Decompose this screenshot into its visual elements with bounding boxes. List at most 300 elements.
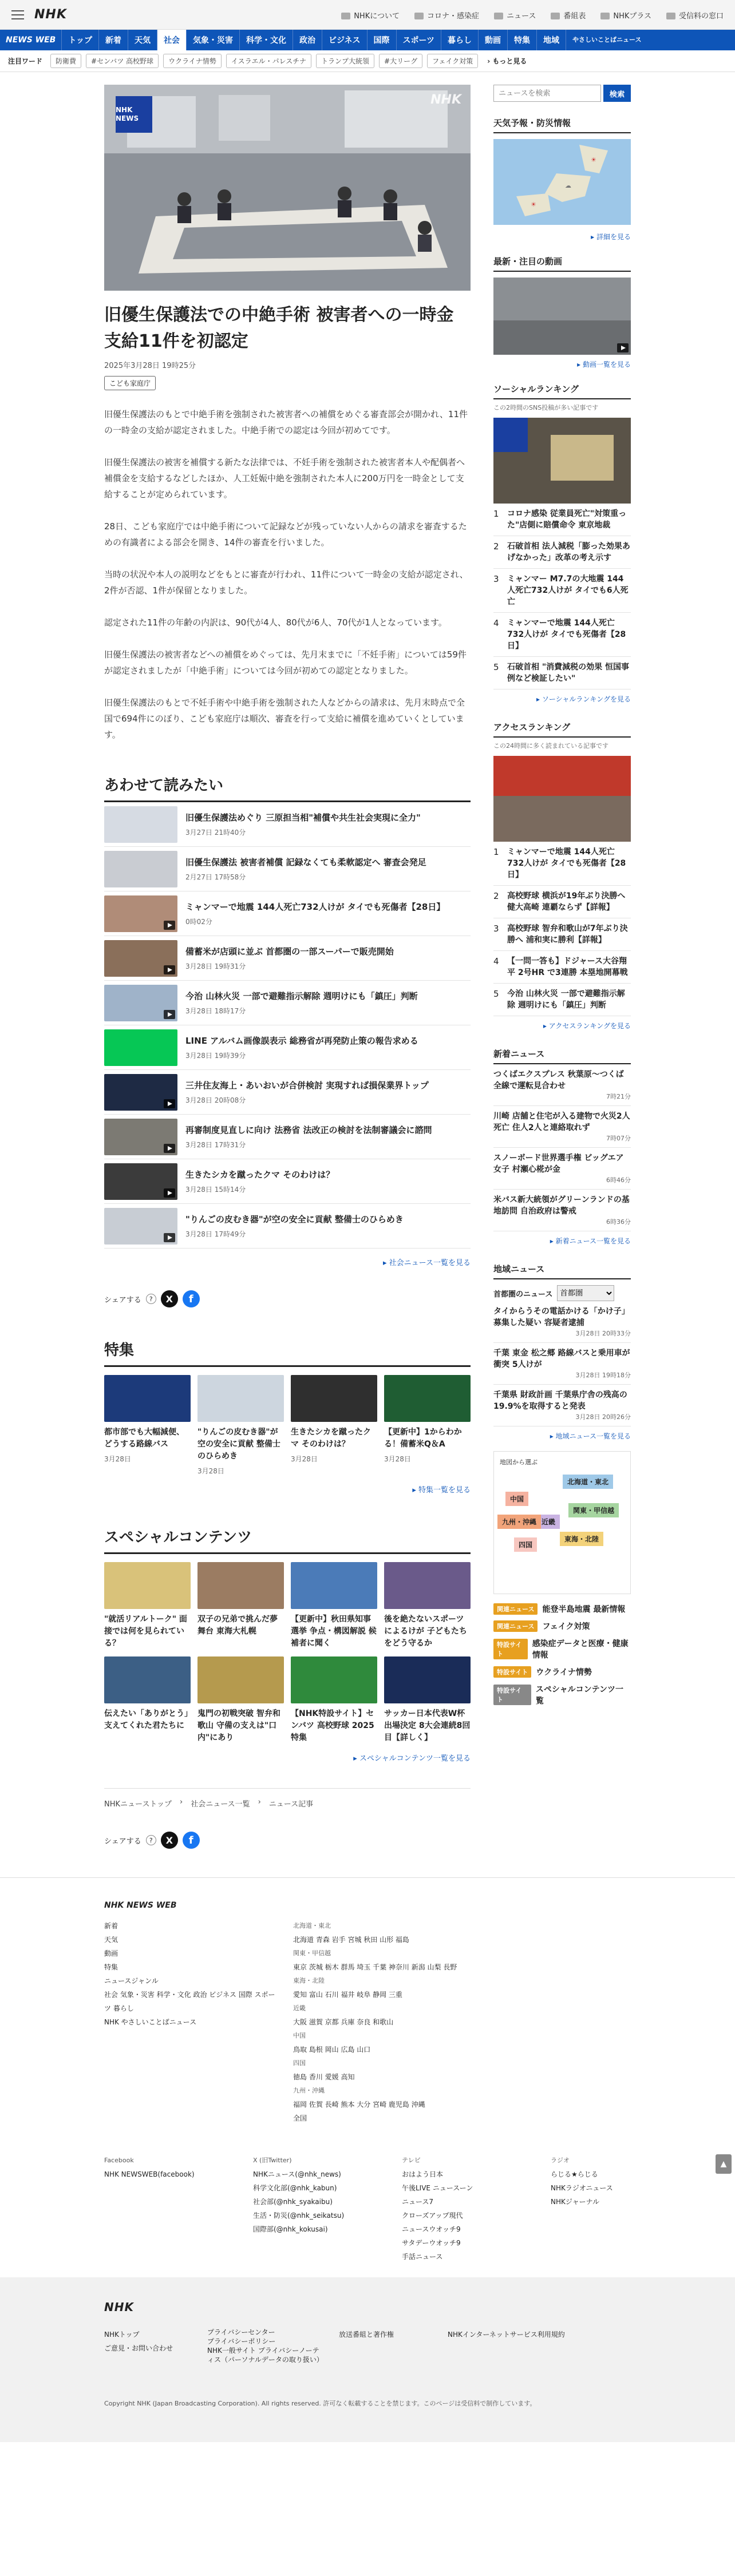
- footer-bottom-link[interactable]: NHK一般サイト プライバシーノーティス（パーソナルデータの取り扱い）: [207, 2347, 323, 2364]
- x-share-icon[interactable]: X: [161, 1832, 178, 1849]
- feature-image: [384, 1375, 471, 1422]
- trending-word[interactable]: イスラエル・パレスチナ: [226, 54, 311, 68]
- meeting-room-photo: [104, 85, 471, 291]
- footer-area-links[interactable]: 大阪 滋賀 京都 兵庫 奈良 和歌山: [293, 2018, 394, 2026]
- region-hokkaido-tohoku[interactable]: 北海道・東北: [563, 1475, 613, 1489]
- nav-science[interactable]: 科学・文化: [239, 30, 293, 50]
- special-link[interactable]: [493, 1683, 631, 1706]
- footer-social-heading: ラジオ: [551, 2157, 570, 2164]
- footer-bottom-link[interactable]: プライバシーポリシー: [207, 2337, 276, 2345]
- virus-icon: [414, 13, 424, 19]
- footer-social-link[interactable]: 科学文化部(@nhk_kabun): [253, 2184, 337, 2192]
- access-ranking-sub: この24時間に多く読まれている記事です: [493, 742, 608, 750]
- access-ranking-image[interactable]: [493, 756, 631, 842]
- article-hero-image: [104, 85, 471, 291]
- feature-title: 【更新中】1からわかる！備蓄米Q＆A: [384, 1428, 462, 1449]
- weather-more-link[interactable]: ▸ 詳細を見る: [591, 233, 631, 241]
- footer-social-link[interactable]: 社会部(@nhk_syakaibu): [253, 2198, 333, 2206]
- share-row: [104, 1290, 471, 1307]
- header-link-about[interactable]: NHKについて: [341, 10, 400, 21]
- special-card[interactable]: [104, 1656, 191, 1744]
- video-more-link[interactable]: ▸ 動画一覧を見る: [577, 360, 631, 368]
- social-rank-item[interactable]: [493, 536, 631, 569]
- footer-social-link[interactable]: 国際部(@nhk_kokusai): [253, 2225, 328, 2233]
- related-thumbnail: [104, 895, 177, 932]
- rank-number: 1: [493, 847, 499, 857]
- related-title: "りんごの皮むき器"が空の安全に貢献 整備士のひらめき: [185, 1214, 404, 1224]
- video-thumbnail[interactable]: [493, 278, 631, 355]
- special-link-label: 特設サイト: [493, 1685, 531, 1705]
- header-links: [341, 0, 724, 30]
- footer-area-heading: 四国: [293, 2059, 306, 2067]
- article-body: [104, 406, 471, 743]
- share-row-bottom: [104, 1832, 471, 1849]
- search-input[interactable]: [493, 85, 601, 102]
- feature-card[interactable]: [291, 1375, 377, 1476]
- newest-title: スノーボード世界選手権 ビッグエア女子 村瀬心椛が金: [493, 1154, 624, 1174]
- related-title: 生きたシカを蹴ったクマ そのわけは？: [185, 1170, 335, 1180]
- footer-area-heading: 関東・甲信越: [293, 1949, 331, 1957]
- special-title: 双子の兄弟で挑んだ夢舞台 東海大札幌: [197, 1615, 278, 1636]
- footer-link[interactable]: 新着: [104, 1922, 118, 1930]
- region-chugoku[interactable]: 中国: [505, 1492, 528, 1506]
- special-link[interactable]: [493, 1638, 631, 1660]
- society-news-more-link[interactable]: ▸ 社会ニュース一覧を見る: [382, 1259, 471, 1267]
- region-label: 首都圏のニュース: [493, 1290, 553, 1299]
- courthouse-sign: [551, 435, 614, 481]
- feature-heading: 特集: [104, 1338, 471, 1367]
- special-card[interactable]: [104, 1562, 191, 1650]
- special-more-label: スペシャルコンテンツ一覧を見る: [359, 1754, 471, 1763]
- related-title: LINE アルバム画像誤表示 総務省が再発防止策の報告求める: [185, 1036, 418, 1046]
- social-ranking-sub: この2時間のSNS投稿が多い記事です: [493, 404, 599, 411]
- access-ranking-heading: アクセスランキング: [493, 721, 631, 738]
- special-title: サッカー日本代表W杯出場決定 8大会連続8回目【詳しく】: [384, 1709, 471, 1742]
- share-label: シェアする: [104, 1837, 141, 1846]
- feature-title: 都市部でも大幅減便、どうする路線バス: [104, 1428, 184, 1449]
- special-link-title: 能登半島地震 最新情報: [542, 1605, 626, 1614]
- region-item[interactable]: [493, 1343, 631, 1385]
- related-date: 2月27日 17時58分: [185, 873, 246, 881]
- region-kyushu[interactable]: 九州・沖縄: [497, 1515, 541, 1529]
- footer-area-links[interactable]: 鳥取 島根 岡山 広島 山口: [293, 2046, 371, 2054]
- rank-title: ミャンマーで地震 144人死亡732人けが タイでも死傷者【28日】: [507, 847, 626, 879]
- play-icon: [164, 965, 175, 974]
- nav-top[interactable]: トップ: [61, 30, 98, 50]
- rank-title: 高校野球 横浜が19年ぶり決勝へ 健大高崎 連覇ならず【詳報】: [507, 891, 626, 912]
- social-rank-item[interactable]: [493, 657, 631, 689]
- related-title: 旧優生保護法めぐり 三原担当相"補償や共生社会実現に全力": [185, 813, 421, 823]
- footer-social-link[interactable]: ニュースウオッチ9: [402, 2225, 461, 2233]
- main-nav: [0, 30, 735, 50]
- related-item[interactable]: [104, 936, 471, 981]
- rank-number: 2: [493, 891, 499, 901]
- article-title: 旧優生保護法での中絶手術 被害者への一時金支給11件を初認定: [104, 305, 454, 351]
- footer-social-link[interactable]: NHKラジオニュース: [551, 2184, 613, 2192]
- related-item[interactable]: [104, 1115, 471, 1159]
- footer-social-link[interactable]: NHKニュース(@nhk_news): [253, 2170, 341, 2178]
- related-thumbnail: [104, 1208, 177, 1245]
- play-icon: [164, 1188, 175, 1198]
- social-ranking-image[interactable]: [493, 418, 631, 504]
- special-image: [197, 1656, 284, 1703]
- newest-item[interactable]: [493, 1148, 631, 1190]
- header-link-news[interactable]: ニュース: [494, 10, 536, 21]
- feature-card[interactable]: [384, 1375, 471, 1476]
- footer-nav: [104, 1919, 276, 2125]
- article-date: 2025年3月28日 19時25分: [104, 362, 196, 370]
- special-more-link[interactable]: ▸ スペシャルコンテンツ一覧を見る: [353, 1754, 471, 1763]
- trending-word[interactable]: ウクライナ情勢: [163, 54, 222, 68]
- society-news-more-label: 社会ニュース一覧を見る: [389, 1259, 471, 1267]
- footer-link[interactable]: NHK やさしいことばニュース: [104, 2018, 197, 2026]
- footer-genre-heading: ニュースジャンル: [104, 1977, 159, 1985]
- related-title: 今治 山林火災 一部で避難指示解除 週明けにも「鎮圧」判断: [185, 991, 418, 1001]
- newest-title: つくばエクスプレス 秋葉原～つくば 全線で運転見合わせ: [493, 1070, 624, 1091]
- special-link-label: 特設サイト: [493, 1639, 528, 1659]
- related-thumbnail: [104, 985, 177, 1021]
- footer-bottom-link[interactable]: NHKトップ: [104, 2331, 140, 2339]
- rank-number: 4: [493, 618, 499, 628]
- region-kanto[interactable]: 関東・甲信越: [568, 1503, 619, 1517]
- footer-area-links[interactable]: 全国: [293, 2114, 307, 2122]
- special-image: [104, 1562, 191, 1609]
- rank-number: 2: [493, 541, 499, 552]
- newest-time: 6時36分: [606, 1218, 631, 1226]
- nav-politics[interactable]: 政治: [293, 30, 322, 50]
- nav-international[interactable]: 国際: [367, 30, 396, 50]
- article-main: [104, 85, 471, 1849]
- related-thumbnail: [104, 851, 177, 887]
- special-card[interactable]: [291, 1656, 377, 1744]
- breadcrumb-item[interactable]: 社会ニュース一覧: [191, 1800, 250, 1809]
- feature-date: 3月28日: [291, 1455, 318, 1463]
- footer-social-link[interactable]: おはよう日本: [402, 2170, 444, 2178]
- copyright: Copyright NHK (Japan Broadcasting Corporation). All rights reserved. 許可なく転載することを禁じます。このページは受信料で制作しています。: [104, 2400, 536, 2407]
- related-item[interactable]: [104, 981, 471, 1025]
- newest-item[interactable]: [493, 1064, 631, 1106]
- special-title: "就活リアルトーク" 面接では何を見られている？: [104, 1615, 187, 1648]
- newest-more-link[interactable]: ▸ 新着ニュース一覧を見る: [550, 1237, 631, 1245]
- footer-social-link[interactable]: 手話ニュース: [402, 2253, 443, 2261]
- related-item[interactable]: [104, 1070, 471, 1115]
- related-item[interactable]: [104, 1159, 471, 1204]
- access-ranking-more-label: アクセスランキングを見る: [548, 1022, 631, 1030]
- footer-social-link[interactable]: 午後LIVE ニュースーン: [402, 2184, 473, 2192]
- footer-social-heading: Facebook: [104, 2157, 134, 2164]
- special-heading: スペシャルコンテンツ: [104, 1525, 471, 1554]
- feature-more-link[interactable]: ▸ 特集一覧を見る: [412, 1486, 471, 1495]
- footer: [0, 1877, 735, 2442]
- related-item[interactable]: [104, 1204, 471, 1249]
- region-map-label: 地図から選ぶ: [500, 1459, 538, 1466]
- rank-number: 4: [493, 956, 499, 966]
- social-rank-item[interactable]: [493, 613, 631, 657]
- newest-item[interactable]: [493, 1106, 631, 1148]
- nav-feature[interactable]: 特集: [507, 30, 536, 50]
- region-time: 3月28日 19時18分: [575, 1372, 631, 1379]
- special-title: 伝えたい「ありがとう」支えてくれた君たちに: [104, 1709, 188, 1730]
- footer-bottom-link[interactable]: プライバシーセンター: [207, 2328, 275, 2336]
- region-time: 3月28日 20時26分: [575, 1413, 631, 1421]
- weather-heading: 天気予報・防災情報: [493, 117, 631, 133]
- region-select[interactable]: [557, 1285, 614, 1301]
- breadcrumb-current: ニュース記事: [268, 1800, 314, 1809]
- footer-social-link[interactable]: クローズアップ現代: [402, 2212, 463, 2220]
- region-tokai[interactable]: 東海・北陸: [560, 1532, 603, 1546]
- header-link-schedule[interactable]: 番組表: [551, 10, 586, 21]
- footer-social-link[interactable]: ニュース7: [402, 2198, 434, 2206]
- special-link-label: 特設サイト: [493, 1666, 531, 1678]
- footer-area-links[interactable]: 北海道 青森 岩手 宮城 秋田 山形 福島: [293, 1936, 409, 1944]
- newest-title: 米バス新大統領がグリーンランドの基地訪問 自治政府は警戒: [493, 1195, 630, 1216]
- footer-areas: [293, 1919, 457, 2125]
- breadcrumb-separator: ›: [180, 1798, 183, 1806]
- related-title: 備蓄米が店頭に並ぶ 首都圏の一部スーパーで販売開始: [185, 946, 394, 957]
- svg-text:☀: ☀: [531, 201, 536, 208]
- help-icon[interactable]: ?: [146, 1835, 156, 1845]
- region-selector-row: [493, 1285, 631, 1301]
- footer-area-links[interactable]: 愛知 富山 石川 福井 岐阜 静岡 三重: [293, 1991, 402, 1999]
- related-thumbnail: [104, 1074, 177, 1111]
- access-rank-item[interactable]: [493, 886, 631, 918]
- header-link-fee[interactable]: 受信料の窓口: [666, 10, 724, 21]
- play-icon: [164, 1010, 175, 1019]
- footer-genre-links[interactable]: 社会 気象・災害 科学・文化 政治 ビジネス 国際 スポーツ 暮らし: [104, 1991, 275, 2012]
- footer-link[interactable]: 特集: [104, 1963, 118, 1971]
- header-link-plus[interactable]: NHKプラス: [600, 10, 651, 21]
- rank-title: 石破首相 法人減税「膨った効果あげなかった」改革の考え示す: [507, 542, 630, 562]
- region-more-link[interactable]: ▸ 地域ニュース一覧を見る: [550, 1432, 631, 1440]
- feature-more-label: 特集一覧を見る: [418, 1486, 471, 1495]
- special-title: 【更新中】秋田県知事選挙 争点・構図解説 候補者に聞く: [291, 1615, 377, 1648]
- article-tag[interactable]: こども家庭庁: [104, 376, 156, 390]
- trending-word[interactable]: フェイク対策: [427, 54, 478, 68]
- play-icon: [164, 1144, 175, 1153]
- nav-sports[interactable]: スポーツ: [396, 30, 441, 50]
- earthquake-scene: [493, 796, 631, 842]
- footer-bottom-link[interactable]: ご意見・お問い合わせ: [104, 2344, 173, 2352]
- video-scene: [493, 320, 631, 355]
- footer-area-links[interactable]: 徳島 香川 愛媛 高知: [293, 2073, 355, 2081]
- rank-number: 1: [493, 509, 499, 519]
- article-paragraph: 旧優生保護法の被害者などへの補償をめぐっては、先月末までに「不妊手術」については59件が認定されましたが「中絶手術」については今回が初めての認定となりました。: [104, 649, 467, 676]
- footer-social-heading: テレビ: [402, 2157, 421, 2164]
- region-title: 千葉 東金 松之郷 路線バスと乗用車が衝突 5人けが: [493, 1349, 630, 1369]
- tv-icon: [551, 13, 560, 19]
- feature-grid: [104, 1375, 471, 1476]
- trending-word[interactable]: #センバツ 高校野球: [86, 54, 159, 68]
- footer-social-link[interactable]: 生活・防災(@nhk_seikatsu): [253, 2212, 345, 2220]
- trending-more-label: もっと見る: [492, 57, 527, 65]
- newest-time: 6時46分: [606, 1176, 631, 1184]
- related-list: [104, 802, 471, 1249]
- top-header: [0, 0, 735, 30]
- special-link[interactable]: [493, 1666, 631, 1678]
- special-title: 【NHK特設サイト】センバツ 高校野球 2025 特集: [291, 1709, 374, 1742]
- article-paragraph: 当時の状況や本人の説明などをもとに審査が行われ、11件について一時金の支給が認定され、2件が否認、1件が保留となりました。: [104, 569, 468, 596]
- rank-title: 【一問一答も】ドジャース大谷翔平 2号HR で3連勝 本塁地開幕戦: [507, 957, 628, 977]
- newest-time: 7時21分: [606, 1093, 631, 1100]
- footer-area-heading: 東海・北陸: [293, 1977, 325, 1984]
- article-paragraph: 旧優生保護法のもとで中絶手術を強制された被害者への補償をめぐる審査部会が開かれ、11件の一時金の支給が認定されました。中絶手術での認定は今回が初めてです。: [104, 409, 468, 435]
- footer-nhk-logo[interactable]: NHK: [104, 2300, 134, 2314]
- search-button[interactable]: 検索: [603, 85, 631, 102]
- related-item[interactable]: [104, 847, 471, 891]
- related-thumbnail: [104, 940, 177, 977]
- feature-card[interactable]: [104, 1375, 191, 1476]
- footer-link[interactable]: 動画: [104, 1949, 118, 1957]
- related-title: ミャンマーで地震 144人死亡732人けが タイでも死傷者【28日】: [185, 902, 445, 912]
- related-date: 0時02分: [185, 918, 212, 926]
- access-rank-item[interactable]: [493, 951, 631, 984]
- region-title: タイからうその電話かける「かけ子」募集した疑い 容疑者逮捕: [493, 1307, 630, 1327]
- weather-map[interactable]: [493, 139, 631, 225]
- info-icon: [341, 13, 350, 19]
- article-paragraph: 旧優生保護法の被害を補償する新たな法律では、不妊手術を強制された被害者本人や配偶者へ補償金を支給するなどしたほか、人工妊娠中絶を強制された本人に200万円を一時金として支給することが定められています。: [104, 457, 465, 500]
- rank-number: 5: [493, 989, 499, 999]
- video-heading: 最新・注目の動画: [493, 255, 631, 272]
- special-image: [291, 1656, 377, 1703]
- nhk-watermark: NHK: [430, 93, 461, 107]
- newest-heading: 新着ニュース: [493, 1048, 631, 1064]
- newest-time: 7時07分: [606, 1135, 631, 1142]
- footer-social-link[interactable]: らじる★らじる: [551, 2170, 598, 2178]
- play-icon: [600, 13, 610, 19]
- special-card[interactable]: [384, 1656, 471, 1744]
- social-ranking-more-link[interactable]: ▸ ソーシャルランキングを見る: [536, 695, 631, 703]
- access-rank-item[interactable]: [493, 918, 631, 951]
- x-share-icon[interactable]: X: [161, 1290, 178, 1307]
- breadcrumb-item[interactable]: NHKニューストップ: [104, 1800, 172, 1809]
- special-card[interactable]: [291, 1562, 377, 1650]
- access-rank-item[interactable]: [493, 842, 631, 886]
- access-rank-item[interactable]: [493, 984, 631, 1016]
- feature-card[interactable]: [197, 1375, 284, 1476]
- facebook-share-icon[interactable]: f: [183, 1832, 200, 1849]
- footer-area-heading: 北海道・東北: [293, 1922, 331, 1929]
- menu-icon[interactable]: [11, 10, 24, 19]
- social-rank-item[interactable]: [493, 504, 631, 536]
- related-item[interactable]: [104, 802, 471, 847]
- nav-life[interactable]: 暮らし: [441, 30, 478, 50]
- footer-area-heading: 近畿: [293, 2004, 306, 2012]
- related-date: 3月28日 17時49分: [185, 1230, 246, 1238]
- nav-brand[interactable]: NEWS WEB: [6, 35, 56, 45]
- nav-region[interactable]: 地域: [536, 30, 566, 50]
- nav-weather[interactable]: 天気: [128, 30, 157, 50]
- trending-word[interactable]: トランプ大統領: [316, 54, 374, 68]
- special-card[interactable]: [197, 1656, 284, 1744]
- footer-bottom-link[interactable]: NHKインターネットサービス利用規約: [448, 2331, 565, 2339]
- trending-more-link[interactable]: › もっと見る: [487, 57, 527, 65]
- breadcrumb: [104, 1788, 471, 1809]
- related-date: 3月28日 20時08分: [185, 1096, 246, 1104]
- special-image: [104, 1656, 191, 1703]
- article-paragraph: 認定された11件の年齢の内訳は、90代が4人、80代が6人、70代が1人となっています。: [104, 617, 447, 628]
- region-title: 千葉県 財政計画 千葉県庁舎の残高の19.9%を取得すると発表: [493, 1390, 627, 1411]
- footer-social-link[interactable]: サタデーウオッチ9: [402, 2239, 461, 2247]
- trending-words: [0, 50, 735, 72]
- social-ranking-heading: ソーシャルランキング: [493, 383, 631, 399]
- yen-icon: [666, 13, 675, 19]
- help-icon[interactable]: ?: [146, 1294, 156, 1304]
- feature-date: 3月28日: [104, 1455, 131, 1463]
- trending-word[interactable]: 防衛費: [50, 54, 81, 68]
- footer-link[interactable]: 天気: [104, 1936, 118, 1944]
- region-shikoku[interactable]: 四国: [514, 1537, 537, 1552]
- access-ranking-more-link[interactable]: ▸ アクセスランキングを見る: [543, 1022, 631, 1030]
- special-link-label: 関連ニュース: [493, 1620, 538, 1632]
- search-form: [493, 85, 631, 102]
- nav-business[interactable]: ビジネス: [322, 30, 367, 50]
- special-link-title: ウクライナ情勢: [536, 1668, 592, 1677]
- footer-area-links[interactable]: 福岡 佐賀 長崎 熊本 大分 宮崎 鹿児島 沖縄: [293, 2101, 425, 2109]
- facebook-share-icon[interactable]: f: [183, 1290, 200, 1307]
- play-icon: [617, 343, 629, 352]
- footer-area-links[interactable]: 東京 茨城 栃木 群馬 埼玉 千葉 神奈川 新潟 山梨 長野: [293, 1963, 457, 1971]
- social-rank-item[interactable]: [493, 569, 631, 613]
- related-date: 3月28日 17時31分: [185, 1141, 246, 1149]
- rank-title: ミャンマー M7.7の大地震 144人死亡732人けが タイでも6人死亡: [507, 574, 629, 607]
- region-item[interactable]: [493, 1385, 631, 1426]
- newest-item[interactable]: [493, 1190, 631, 1231]
- related-title: 三井住友海上・あいおいが合併検討 実現すれば損保業界トップ: [185, 1080, 429, 1091]
- nav-easy-news[interactable]: やさしいことばニュース: [566, 30, 629, 50]
- special-link-label: 関連ニュース: [493, 1603, 538, 1615]
- footer-brand[interactable]: NHK NEWS WEB: [104, 1901, 177, 1910]
- breadcrumb-separator: ›: [258, 1798, 261, 1806]
- rank-number: 5: [493, 662, 499, 672]
- related-date: 3月28日 19時39分: [185, 1052, 246, 1060]
- nhk-logo[interactable]: NHK: [34, 7, 67, 22]
- header-link-covid[interactable]: コロナ・感染症: [414, 10, 479, 21]
- social-ranking-more-label: ソーシャルランキングを見る: [542, 695, 631, 703]
- svg-text:☀: ☀: [591, 156, 596, 164]
- related-heading: あわせて読みたい: [104, 774, 471, 802]
- nhk-news-badge: NHK NEWS: [116, 96, 152, 133]
- footer-social-link[interactable]: NHK NEWSWEB(facebook): [104, 2170, 195, 2178]
- footer-bottom-link[interactable]: 放送番組と著作権: [339, 2331, 394, 2339]
- nav-disaster[interactable]: 気象・災害: [186, 30, 239, 50]
- region-item[interactable]: [493, 1301, 631, 1343]
- footer-social-link[interactable]: NHKジャーナル: [551, 2198, 600, 2206]
- related-item[interactable]: [104, 891, 471, 936]
- feature-title: "りんごの皮むき器"が空の安全に貢献 整備士のひらめき: [197, 1428, 280, 1461]
- footer-area-heading: 九州・沖縄: [293, 2087, 325, 2094]
- article-paragraph: 28日、こども家庭庁では中絶手術について記録などが残っていない人からの請求を審査するための有識者による部会を開き、14件の審査を行いました。: [104, 521, 467, 548]
- special-card[interactable]: [197, 1562, 284, 1650]
- nav-society[interactable]: 社会: [157, 30, 186, 50]
- region-kinki[interactable]: 近畿: [537, 1515, 560, 1529]
- region-time: 3月28日 20時33分: [575, 1330, 631, 1337]
- video-more-label: 動画一覧を見る: [582, 360, 631, 368]
- special-link[interactable]: [493, 1620, 631, 1632]
- play-icon: [164, 1099, 175, 1108]
- related-thumbnail: [104, 806, 177, 843]
- special-link[interactable]: [493, 1603, 631, 1615]
- nav-new[interactable]: 新着: [98, 30, 128, 50]
- footer-social: [104, 2154, 631, 2264]
- trending-word[interactable]: #大リーグ: [379, 54, 422, 68]
- nav-video[interactable]: 動画: [478, 30, 507, 50]
- special-card[interactable]: [384, 1562, 471, 1650]
- back-to-top-button[interactable]: ▲: [716, 2154, 732, 2174]
- related-item[interactable]: [104, 1025, 471, 1070]
- related-date: 3月28日 19時31分: [185, 962, 246, 970]
- related-date: 3月28日 18時17分: [185, 1007, 246, 1015]
- related-thumbnail: [104, 1029, 177, 1066]
